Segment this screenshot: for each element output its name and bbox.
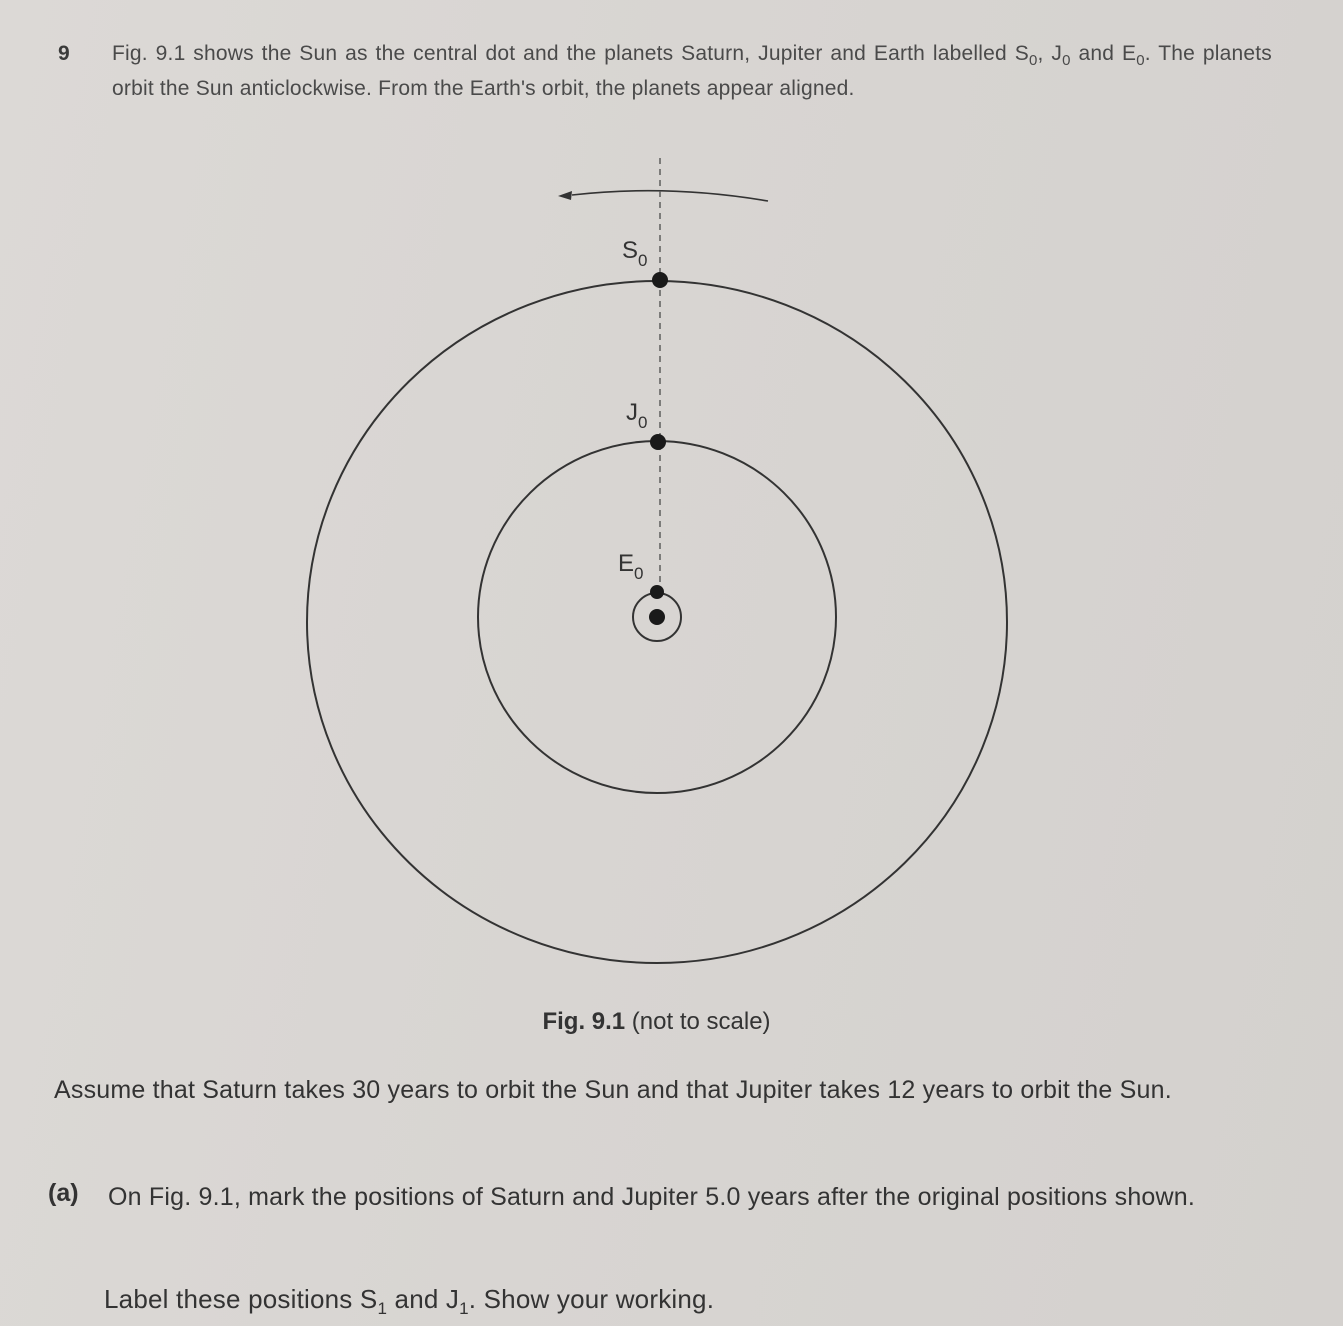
question-number: 9	[58, 42, 70, 65]
instruction-text-3: . Show your working.	[468, 1284, 715, 1314]
intro-text-1: Fig. 9.1 shows the Sun as the central dot and the planets Saturn, Jupiter and Earth labelled S	[112, 42, 1029, 65]
intro-text-2: , J	[1037, 42, 1063, 65]
intro-text-4: . The planets orbit the Sun anticlockwise. From the Earth's orbit, the planets appear aligned.	[112, 42, 1272, 101]
jupiter-label-letter: J	[626, 399, 638, 426]
instruction-sub-2: 1	[459, 1299, 469, 1319]
instruction-text-1: Label these positions S	[104, 1284, 378, 1314]
earth-dot	[650, 585, 664, 599]
figure-caption-rest: (not to scale)	[625, 1008, 771, 1035]
earth-label-sub: 0	[634, 564, 644, 583]
part-a-instruction	[104, 1284, 714, 1319]
instruction-text-2: and J	[387, 1284, 460, 1314]
arrow-head	[558, 191, 572, 200]
intro-sub-2: 0	[1062, 52, 1071, 70]
part-a-text: On Fig. 9.1, mark the positions of Saturn and Jupiter 5.0 years after the original positions shown.	[108, 1183, 1196, 1211]
jupiter-dot	[650, 434, 666, 450]
intro-text-3: and E	[1070, 42, 1137, 65]
earth-label	[618, 550, 643, 583]
jupiter-label	[626, 399, 647, 432]
saturn-label	[622, 237, 647, 270]
sun-dot	[649, 609, 665, 625]
saturn-label-letter: S	[622, 237, 639, 264]
part-a-label: (a)	[48, 1179, 79, 1207]
intro-sub-3: 0	[1136, 52, 1145, 70]
anticlockwise-arrow-arc	[572, 191, 768, 201]
saturn-dot	[652, 272, 668, 288]
assumption-text: Assume that Saturn takes 30 years to orbit the Sun and that Jupiter takes 12 years to orbit the Sun.	[54, 1076, 1172, 1104]
saturn-label-sub: 0	[638, 251, 648, 270]
figure-caption	[0, 1008, 1313, 1036]
intro-sub-1: 0	[1028, 52, 1038, 70]
jupiter-label-sub: 0	[638, 413, 648, 432]
figure-caption-bold: Fig. 9.1	[542, 1008, 626, 1035]
earth-label-letter: E	[618, 550, 635, 577]
instruction-sub-1: 1	[377, 1299, 388, 1319]
